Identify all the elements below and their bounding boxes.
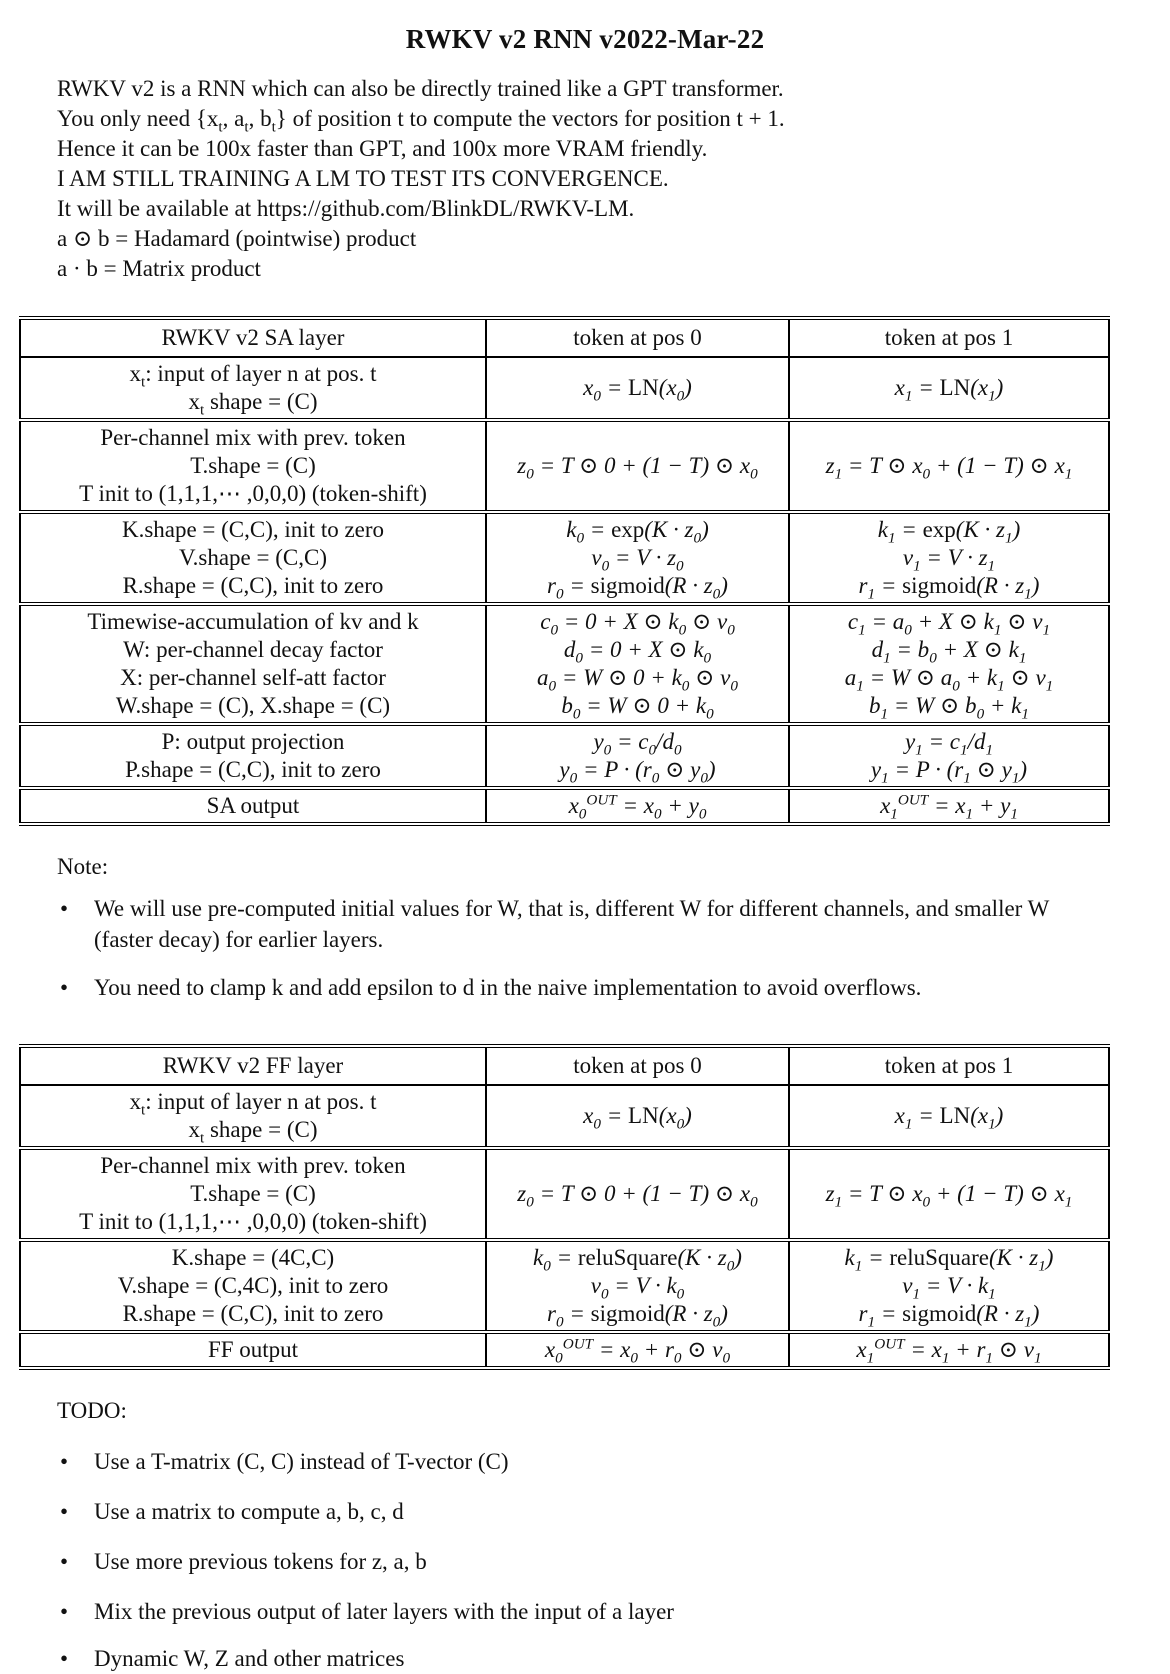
- header-cell-pos0: token at pos 0: [486, 1046, 789, 1085]
- bullet-icon: •: [60, 975, 69, 1000]
- formula: $a_0 = W$ ⊙ $0 + k_0$ ⊙ $v_0$: [537, 665, 738, 695]
- formula-cell: [789, 512, 1109, 604]
- todo-bullet: [60, 1643, 404, 1674]
- formula: $y_1 = c_1/d_1$: [904, 729, 994, 759]
- formula: $y_0 = P \cdot (r_0$ ⊙ $y_0$): [559, 757, 716, 787]
- formula: $v_1 = V \cdot z_1$: [902, 545, 996, 575]
- desc-line: T.shape = (C): [190, 1181, 316, 1206]
- header-cell-pos1: token at pos 1: [789, 318, 1109, 357]
- ff-table-wrapper: [19, 1044, 1110, 1370]
- desc-line: T.shape = (C): [190, 453, 316, 478]
- formula-cell: [486, 1148, 789, 1240]
- formula-cell: [486, 724, 789, 788]
- table-row: [20, 788, 1109, 824]
- desc-line: W: per-channel decay factor: [123, 637, 383, 662]
- desc-cell: [20, 604, 486, 724]
- header-cell-layer: RWKV v2 FF layer: [20, 1046, 486, 1085]
- formula: $b_1 = W$ ⊙ $b_0 + k_1$: [869, 693, 1029, 723]
- formula: $z_1 = T$ ⊙ $x_0 + (1 - T)$ ⊙ $x_1$: [825, 1181, 1073, 1211]
- formula-cell: [789, 1332, 1109, 1368]
- formula: $k_1 = \exp(K \cdot z_1)$: [877, 517, 1021, 547]
- table-row: [20, 1332, 1109, 1368]
- desc-line: Per-channel mix with prev. token: [100, 425, 406, 450]
- formula-cell: [789, 788, 1109, 824]
- formula-cell: [486, 788, 789, 824]
- intro-line: RWKV v2 is a RNN which can also be directly trained like a GPT transformer.: [57, 76, 784, 101]
- formula-cell: [486, 1085, 789, 1148]
- bullet-icon: •: [60, 1599, 69, 1624]
- desc-line: P.shape = (C,C), init to zero: [125, 757, 381, 782]
- ff-table: [19, 1044, 1110, 1370]
- intro-line: You only need {$x_t$, $a_t$, $b_t$} of position t to compute the vectors for position t + 1.: [57, 106, 785, 136]
- formula: $x_1^{OUT} = x_1 + y_1$: [880, 791, 1018, 823]
- todo-bullet-text: Use a T-matrix (C, C) instead of T-vector (C): [94, 1449, 509, 1474]
- formula: $y_1 = P \cdot (r_1$ ⊙ $y_1$): [870, 757, 1028, 787]
- formula: $c_0 = 0 + X$ ⊙ $k_0$ ⊙ $v_0$: [540, 609, 735, 639]
- desc-cell: [20, 512, 486, 604]
- table-header-row: [20, 1046, 1109, 1085]
- desc-line: X: per-channel self-att factor: [120, 665, 386, 690]
- formula-cell: [486, 1240, 789, 1332]
- desc-line: FF output: [207, 1337, 299, 1362]
- sa-table-wrapper: [19, 316, 1110, 826]
- todo-bullet: [60, 1596, 674, 1627]
- formula: $y_0 = c_0/d_0$: [593, 729, 682, 759]
- desc-line: R.shape = (C,C), init to zero: [122, 1301, 384, 1326]
- formula-cell: [486, 512, 789, 604]
- desc-line: W.shape = (C), X.shape = (C): [115, 693, 391, 718]
- formula: $x_0^{OUT} = x_0 + y_0$: [568, 791, 707, 823]
- desc-cell: [20, 724, 486, 788]
- formula-cell: [486, 420, 789, 512]
- formula-cell: [486, 357, 789, 420]
- desc-cell: [20, 420, 486, 512]
- hadamard-definition: a ⊙ b = Hadamard (pointwise) product: [57, 226, 417, 251]
- todo-bullet-text: Mix the previous output of later layers with the input of a layer: [94, 1599, 674, 1624]
- formula: $r_0$ = sigmoid(R · $z_0$): [547, 1301, 728, 1331]
- formula-cell: [486, 1332, 789, 1368]
- formula: $r_0$ = sigmoid(R · $z_0$): [547, 573, 728, 603]
- matrix-product-definition: a · b = Matrix product: [57, 256, 261, 281]
- todo-heading: TODO:: [57, 1398, 127, 1423]
- desc-cell: [20, 1148, 486, 1240]
- formula: $v_0 = V \cdot k_0$: [590, 1273, 685, 1303]
- formula: $c_1 = a_0 + X$ ⊙ $k_1$ ⊙ $v_1$: [847, 609, 1051, 639]
- formula: $v_0 = V \cdot z_0$: [591, 545, 684, 575]
- formula: $b_0 = W$ ⊙ $0 + k_0$: [561, 693, 714, 723]
- table-row: [20, 604, 1109, 724]
- bullet-icon: •: [60, 1646, 69, 1671]
- note-heading: Note:: [57, 854, 109, 879]
- bullet-icon: •: [60, 896, 69, 921]
- desc-cell: [20, 1085, 486, 1148]
- formula-cell: [789, 604, 1109, 724]
- table-row: [20, 1148, 1109, 1240]
- bullet-icon: •: [60, 1549, 69, 1574]
- formula: $x_1 = LN(x_1)$: [894, 375, 1004, 405]
- bullet-icon: •: [60, 1499, 69, 1524]
- desc-line: V.shape = (C,C): [179, 545, 327, 570]
- desc-line: $x_t$: input of layer n at pos. t: [129, 361, 377, 391]
- desc-line: $x_t$ shape = (C): [188, 389, 318, 419]
- desc-line: Per-channel mix with prev. token: [100, 1153, 406, 1178]
- github-url-text: It will be available at https://github.com/BlinkDL/RWKV-LM.: [57, 196, 635, 221]
- todo-bullet: [60, 1496, 404, 1527]
- table-row: [20, 512, 1109, 604]
- intro-line: Hence it can be 100x faster than GPT, and 100x more VRAM friendly.: [57, 136, 708, 161]
- desc-line: R.shape = (C,C), init to zero: [122, 573, 384, 598]
- header-cell-pos1: token at pos 1: [789, 1046, 1109, 1085]
- table-row: [20, 420, 1109, 512]
- formula-cell: [789, 1240, 1109, 1332]
- note-bullet: [60, 972, 921, 1003]
- desc-line: K.shape = (4C,C): [171, 1245, 335, 1270]
- intro-paragraph: [57, 74, 785, 284]
- formula: $k_1$ = reluSquare(K · $z_1$): [844, 1245, 1054, 1275]
- desc-line: V.shape = (C,4C), init to zero: [117, 1273, 389, 1298]
- formula-cell: [789, 1085, 1109, 1148]
- header-cell-pos0: token at pos 0: [486, 318, 789, 357]
- formula-cell: [789, 724, 1109, 788]
- sa-table: [19, 316, 1110, 826]
- formula: $x_0 = LN(x_0)$: [583, 375, 692, 405]
- formula: $x_0^{OUT} = x_0 + r_0$ ⊙ $v_0$: [544, 1335, 731, 1367]
- formula: $k_0 = \exp(K \cdot z_0)$: [566, 517, 709, 547]
- formula: $k_0$ = reluSquare(K · $z_0$): [533, 1245, 742, 1275]
- formula: $x_0 = LN(x_0)$: [583, 1103, 692, 1133]
- todo-bullet-text: Use more previous tokens for z, a, b: [94, 1549, 427, 1574]
- todo-bullet-text: Dynamic W, Z and other matrices: [94, 1646, 405, 1671]
- note-bullet-text: We will use pre-computed initial values for W, that is, different W for different channels, and smaller W (faster decay) for earlier layers.: [94, 896, 1049, 952]
- desc-line: $x_t$: input of layer n at pos. t: [129, 1089, 377, 1119]
- desc-line: T init to (1,1,1,⋯ ,0,0,0) (token-shift): [79, 481, 427, 506]
- formula: $z_1 = T$ ⊙ $x_0 + (1 - T)$ ⊙ $x_1$: [825, 453, 1073, 483]
- bullet-icon: •: [60, 1449, 69, 1474]
- desc-line: Timewise-accumulation of kv and k: [87, 609, 419, 634]
- table-row: [20, 1240, 1109, 1332]
- table-row: [20, 357, 1109, 420]
- todo-bullet-text: Use a matrix to compute a, b, c, d: [94, 1499, 404, 1524]
- todo-bullet: [60, 1546, 427, 1577]
- note-bullet: [60, 893, 1102, 955]
- formula: $z_0 = T$ ⊙ 0 + (1 − T) ⊙ $x_0$: [517, 1181, 758, 1211]
- desc-line: SA output: [206, 793, 300, 818]
- table-row: [20, 1085, 1109, 1148]
- desc-cell: [20, 788, 486, 824]
- desc-line: $x_t$ shape = (C): [188, 1117, 318, 1147]
- page-title: RWKV v2 RNN v2022-Mar-22: [405, 24, 765, 54]
- table-header-row: [20, 318, 1109, 357]
- formula-cell: [789, 357, 1109, 420]
- table-row: [20, 724, 1109, 788]
- desc-line: K.shape = (C,C), init to zero: [121, 517, 385, 542]
- formula: $r_1$ = sigmoid(R · $z_1$): [858, 1301, 1040, 1331]
- desc-line: T init to (1,1,1,⋯ ,0,0,0) (token-shift): [79, 1209, 427, 1234]
- desc-cell: [20, 1240, 486, 1332]
- formula: $a_1 = W$ ⊙ $a_0 + k_1$ ⊙ $v_1$: [844, 665, 1054, 695]
- formula: $v_1 = V \cdot k_1$: [902, 1273, 996, 1303]
- desc-line: P: output projection: [161, 729, 345, 754]
- todo-bullet: [60, 1446, 509, 1477]
- desc-cell: [20, 1332, 486, 1368]
- formula: $r_1$ = sigmoid(R · $z_1$): [858, 573, 1040, 603]
- formula-cell: [789, 1148, 1109, 1240]
- formula: $d_0 = 0 + X$ ⊙ $k_0$: [563, 637, 712, 667]
- note-bullet-text: You need to clamp k and add epsilon to d in the naive implementation to avoid overflows.: [94, 975, 922, 1000]
- formula: $d_1 = b_0 + X$ ⊙ $k_1$: [871, 637, 1027, 667]
- formula: $z_0 = T$ ⊙ 0 + (1 − T) ⊙ $x_0$: [517, 453, 758, 483]
- formula-cell: [486, 604, 789, 724]
- formula-cell: [789, 420, 1109, 512]
- desc-cell: [20, 357, 486, 420]
- header-cell-layer: RWKV v2 SA layer: [20, 318, 486, 357]
- formula: $x_1 = LN(x_1)$: [894, 1103, 1004, 1133]
- intro-line: I AM STILL TRAINING A LM TO TEST ITS CONVERGENCE.: [57, 166, 669, 191]
- formula: $x_1^{OUT} = x_1 + r_1$ ⊙ $v_1$: [856, 1335, 1042, 1367]
